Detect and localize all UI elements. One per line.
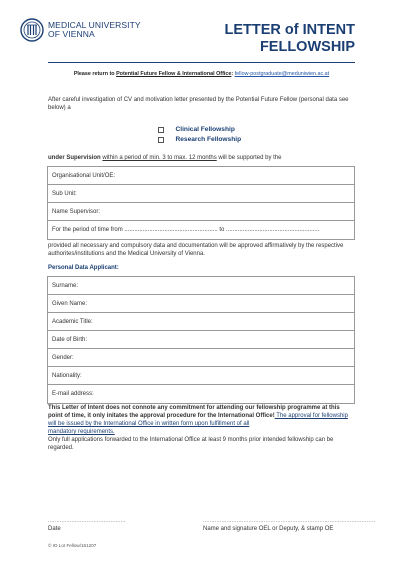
- date-signature-line: ..............................................: [48, 518, 126, 524]
- notice-paragraph: [48, 404, 355, 452]
- date-label: Date: [48, 526, 61, 532]
- field-given-name[interactable]: Given Name:: [48, 295, 354, 313]
- logo-line-2: OF VIENNA: [48, 29, 95, 39]
- title-line-1: LETTER of INTENT: [224, 22, 355, 38]
- checkbox-icon[interactable]: [158, 137, 164, 143]
- intro-paragraph: After careful investigation of CV and motivation letter presented by the Potential Future Fellow (personal data see below) a: [48, 97, 349, 111]
- document-title: [225, 22, 356, 56]
- fellowship-options: [158, 125, 241, 145]
- approval-paragraph: provided all necessary and compulsory data and documentation will be approved affirmatively by the respective authorites/institutions and the Medical University of Vienna.: [48, 243, 344, 257]
- footer-reference: © IO LoI Fellow/161207: [48, 543, 97, 548]
- checkbox-icon[interactable]: [158, 127, 164, 133]
- university-logo: [20, 18, 141, 42]
- field-nationality[interactable]: Nationality:: [48, 367, 354, 385]
- notice-mandatory: mandatory requirements.: [48, 429, 115, 435]
- title-line-2: FELLOWSHIP: [259, 39, 355, 55]
- option-label: Research Fellowship: [175, 136, 242, 143]
- logo-line-1: MEDICAL UNIVERSITY: [48, 20, 141, 30]
- personal-data-title: Personal Data Applicant:: [48, 265, 119, 271]
- personal-data-form: [47, 276, 355, 404]
- notice-applications: Only full applications forwarded to the International Office at least 9 months prior intended fellowship can be regarded.: [48, 437, 334, 451]
- field-gender[interactable]: Gender:: [48, 349, 354, 367]
- field-surname[interactable]: Surname:: [48, 277, 354, 295]
- office-name: Potential Future Fellow & International Office: [116, 71, 232, 77]
- option-research[interactable]: [158, 135, 241, 145]
- notice-bold: This Letter of Intent does not connote any commitment for attending our fellowship programme at this point of time, it only initates the approval procedure for the International Office!: [48, 405, 340, 419]
- name-signature-line: ......................................................................................................: [203, 518, 376, 524]
- email-link[interactable]: fellow-postgraduate@meduniwien.ac.at: [234, 71, 330, 77]
- option-label: Clinical Fellowship: [175, 126, 235, 133]
- field-date-of-birth[interactable]: Date of Birth:: [48, 331, 354, 349]
- field-period-of-time[interactable]: For the period of time from ........................................................ to ........................................................: [52, 227, 320, 233]
- field-name-supervisor[interactable]: Name Supervisor:: [48, 203, 354, 221]
- return-instruction: Please return to Potential Future Fellow & International Office: fellow-postgraduate@meduniwien.ac.at: [73, 71, 330, 77]
- header-divider: [48, 62, 355, 63]
- field-organisational-unit[interactable]: Organisational Unit/OE:: [48, 167, 354, 185]
- signature-label: Name and signature OEL or Deputy, & stamp OE: [203, 526, 334, 532]
- notice-approval: The approval for fellowship will be issued by the International Office in written form upon fulfillment of all: [48, 413, 348, 427]
- supervision-form: [47, 166, 355, 240]
- field-academic-title[interactable]: Academic Title:: [48, 313, 354, 331]
- option-clinical[interactable]: [158, 125, 241, 135]
- field-sub-unit[interactable]: Sub Unit:: [48, 185, 354, 203]
- field-email-address[interactable]: E-mail address:: [52, 391, 94, 397]
- university-seal-icon: [20, 18, 44, 42]
- supervision-line: under Supervision within a period of min. 3 to max. 12 months will be supported by the: [48, 155, 282, 161]
